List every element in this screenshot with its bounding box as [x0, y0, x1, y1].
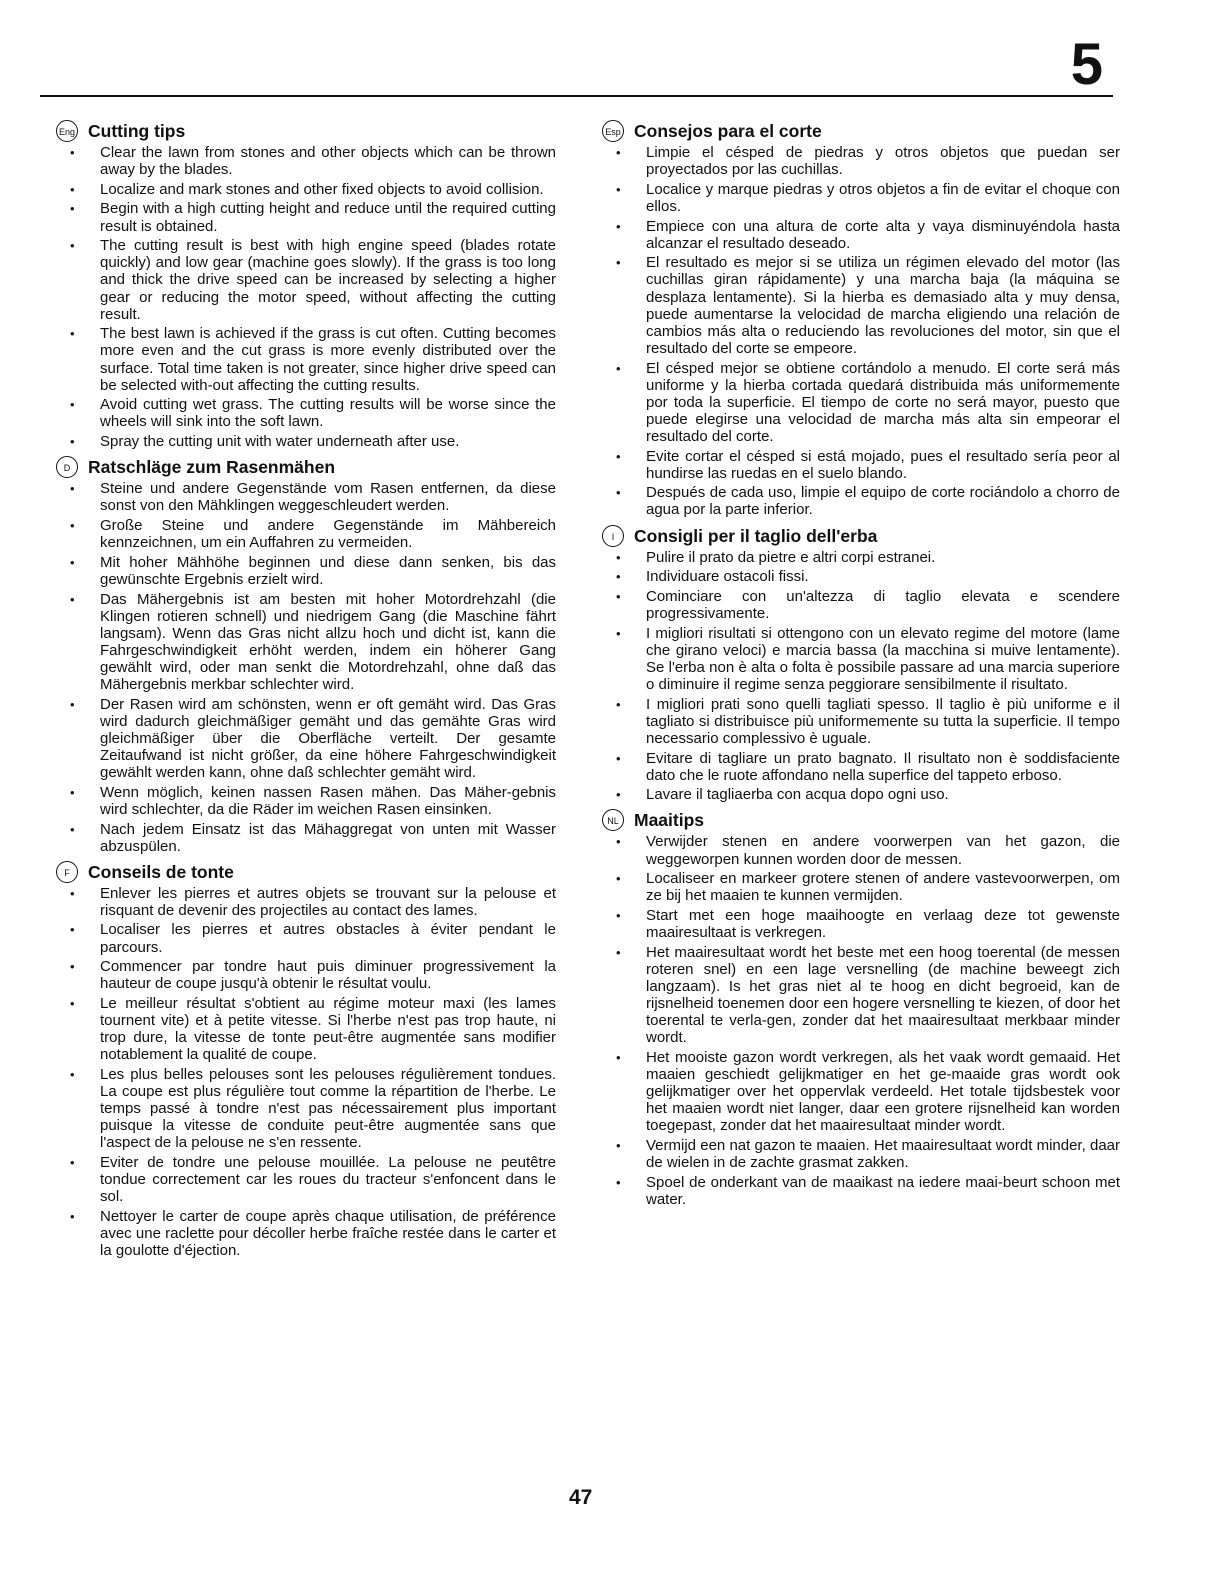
list-item: • Spoel de onderkant van de maaikast na iedere maai-beurt schoon met water. — [646, 1174, 1120, 1208]
list-item: • I migliori prati sono quelli tagliati spesso. Il taglio è più uniforme e il tagliato si distribuisce più uniformemente su tutta la superficie. Il tempo necessario complessivo è uguale. — [646, 696, 1120, 747]
tips-list — [602, 144, 1120, 519]
list-item: • Empiece con una altura de corte alta y vaya disminuyéndola hasta alcanzar el resultado deseado. — [646, 218, 1120, 252]
language-badge-icon: D — [56, 456, 78, 478]
tips-list — [602, 833, 1120, 1208]
chapter-number: 5 — [1070, 32, 1103, 97]
left-column — [56, 120, 556, 1265]
language-badge-icon: Eng — [56, 120, 78, 142]
list-item: • Individuare ostacoli fissi. — [646, 568, 1120, 585]
section-title: Conseils de tonte — [88, 861, 234, 882]
section-header — [56, 456, 556, 480]
list-item: • Avoid cutting wet grass. The cutting results will be worse since the wheels will sink into the soft lawn. — [100, 396, 556, 430]
tips-list — [56, 480, 556, 855]
list-item: • Limpie el césped de piedras y otros objetos que puedan ser proyectados por las cuchillas. — [646, 144, 1120, 178]
list-item: • Después de cada uso, limpie el equipo de corte rociándolo a chorro de agua por la parte inferior. — [646, 484, 1120, 518]
list-item: • Localice y marque piedras y otros objetos a fin de evitar el choque con ellos. — [646, 181, 1120, 215]
list-item: • Pulire il prato da pietre e altri corpi estranei. — [646, 549, 1120, 566]
list-item: • Localize and mark stones and other fixed objects to avoid collision. — [100, 181, 556, 198]
section-title: Ratschläge zum Rasenmähen — [88, 457, 336, 478]
list-item: • Vermijd een nat gazon te maaien. Het maairesultaat wordt minder, daar de wielen in de zachte grasmat zakken. — [646, 1137, 1120, 1171]
list-item: • Große Steine und andere Gegenstände im Mähbereich kennzeichnen, um ein Auffahren zu vermeiden. — [100, 517, 556, 551]
section-header — [602, 809, 1120, 833]
language-badge-icon: I — [602, 525, 624, 547]
list-item: • Evitare di tagliare un prato bagnato. Il risultato non è soddisfaciente dato che le ruote affondano nella superfice del tappeto erboso. — [646, 750, 1120, 784]
language-badge-icon: NL — [602, 809, 624, 831]
list-item: • Het mooiste gazon wordt verkregen, als het vaak wordt gemaaid. Het maaien geschiedt gelijkmatiger en het ge-maaide gras wordt ook gelijkmatiger over het oppervlak verdeeld. Het totale tijdsbestek voor het maaien wordt niet langer, daar een grotere rijsnelheid kan worden toegepast, zonder dat het maairesultaat minder wordt. — [646, 1049, 1120, 1134]
list-item: • Lavare il tagliaerba con acqua dopo ogni uso. — [646, 786, 1120, 803]
section-en — [56, 120, 556, 450]
section-de — [56, 456, 556, 855]
list-item: • Eviter de tondre une pelouse mouillée. La pelouse ne peutêtre tondue correctement car les roues du tracteur s'enfoncent dans le sol. — [100, 1154, 556, 1205]
list-item: • Localiser les pierres et autres obstacles à éviter pendant le parcours. — [100, 921, 556, 955]
list-item: • Het maairesultaat wordt het beste met een hoog toerental (de messen roteren snel) en een lage versnelling (de machine beweegt zich langzaam). Is het gras niet al te hoog en dicht begroeid, kan de rijsnelheid toenemen door een hogere versnelling te kiezen, of door het toerental te verla-gen, zonder dat het maairesultaat merkbaar minder wordt. — [646, 944, 1120, 1047]
list-item: • Spray the cutting unit with water underneath after use. — [100, 433, 556, 450]
list-item: • Enlever les pierres et autres objets se trouvant sur la pelouse et risquant de devenir des projectiles au contact des lames. — [100, 885, 556, 919]
list-item: • Das Mähergebnis ist am besten mit hoher Motordrehzahl (die Klingen rotieren schnell) und niedrigem Gang (die Maschine fährt langsam). Wenn das Gras nicht allzu hoch und dicht ist, kann die Fahrgeschwindigkeit erhöht werden, indem ein höherer Gang gewählt wird, oder man senkt die Motordrehzahl, ohne daß das Mähergebnis merkbar schlechter wird. — [100, 591, 556, 694]
list-item: • El resultado es mejor si se utiliza un régimen elevado del motor (las cuchillas giran rápidamente) y una marcha baja (la máquina se desplaza lentamente). Si la hierba es demasiado alta y muy densa, puede aumentarse la velocidad de marcha eligiendo una relación de cambios más alta o reduciendo las revoluciones del motor, sin que el resultado del corte se empeore. — [646, 254, 1120, 357]
section-title: Maaitips — [634, 810, 705, 831]
list-item: • Nach jedem Einsatz ist das Mähaggregat von unten mit Wasser abzuspülen. — [100, 821, 556, 855]
section-it — [602, 525, 1120, 804]
list-item: • Start met een hoge maaihoogte en verlaag deze tot gewenste maairesultaat is verkregen. — [646, 907, 1120, 941]
language-badge-icon: Esp — [602, 120, 624, 142]
list-item: • I migliori risultati si ottengono con un elevato regime del motore (lame che girano veloci) e marcia bassa (la macchina si muive lentamente). Se l'erba non è alta o folta è possibile passare ad una marcia superiore o diminuire il regime senza peggiorare sensibilmente il risultato. — [646, 625, 1120, 693]
section-fr — [56, 861, 556, 1260]
list-item: • Clear the lawn from stones and other objects which can be thrown away by the blades. — [100, 144, 556, 178]
list-item: • Begin with a high cutting height and reduce until the required cutting result is obtained. — [100, 200, 556, 234]
list-item: • Commencer par tondre haut puis diminuer progressivement la hauteur de coupe jusqu'à obtenir le résultat voulu. — [100, 958, 556, 992]
list-item: • Cominciare con un'altezza di taglio elevata e scendere progressivamente. — [646, 588, 1120, 622]
list-item: • Wenn möglich, keinen nassen Rasen mähen. Das Mäher-gebnis wird schlechter, da die Räder im weichen Rasen einsinken. — [100, 784, 556, 818]
section-header — [602, 525, 1120, 549]
list-item: • Verwijder stenen en andere voorwerpen van het gazon, die weggeworpen kunnen worden door de messen. — [646, 833, 1120, 867]
list-item: • Der Rasen wird am schönsten, wenn er oft gemäht wird. Das Gras wird dadurch gleichmäßiger gemäht und das gemähte Gras wird gleichmäßiger über die Oberfläche verteilt. Der gesamte Zeitaufwand ist nicht größer, da eine höhere Fahrgeschwindigkeit gewählt werden kann, ohne daß schlechter gemäht wird. — [100, 696, 556, 781]
section-nl — [602, 809, 1120, 1208]
right-column — [602, 120, 1120, 1214]
list-item: • Le meilleur résultat s'obtient au régime moteur maxi (les lames tournent vite) et à petite vitesse. Si l'herbe n'est pas trop haute, ni trop dure, la vitesse de tonte peut-être augmentée sans modifier notablement la qualité de coupe. — [100, 995, 556, 1063]
section-title: Cutting tips — [88, 121, 186, 141]
section-title: Consejos para el corte — [634, 121, 822, 141]
header-rule — [40, 95, 1113, 97]
list-item: • Les plus belles pelouses sont les pelouses régulièrement tondues. La coupe est plus régulière tout comme la répartition de l'herbe. Le temps passé à tondre n'est pas nécessairement plus important puisque la vitesse de conduite peut-être augmentée sans que l'aspect de la pelouse ne s'en ressente. — [100, 1066, 556, 1151]
tips-list — [56, 144, 556, 450]
list-item: • Localiseer en markeer grotere stenen of andere vastevoorwerpen, om ze bij het maaien te kunnen vermijden. — [646, 870, 1120, 904]
section-es — [602, 120, 1120, 519]
language-badge-icon: F — [56, 861, 78, 883]
list-item: • The cutting result is best with high engine speed (blades rotate quickly) and low gear (machine goes slowly). If the grass is too long and thick the drive speed can be increased by selecting a higher gear or reducing the motor speed, without affecting the cutting result. — [100, 237, 556, 322]
list-item: • Mit hoher Mähhöhe beginnen und diese dann senken, bis das gewünschte Ergebnis erzielt wird. — [100, 554, 556, 588]
list-item: • Nettoyer le carter de coupe après chaque utilisation, de préférence avec une raclette pour décoller herbe fraîche restée dans le carter et la goulotte d'éjection. — [100, 1208, 556, 1259]
list-item: • The best lawn is achieved if the grass is cut often. Cutting becomes more even and the cut grass is more evenly distributed over the surface. Total time taken is not greater, since higher drive speed can be selected with-out affecting the cutting results. — [100, 325, 556, 393]
section-header — [56, 120, 556, 144]
section-header — [602, 120, 1120, 144]
page-number: 47 — [569, 1486, 593, 1509]
section-title: Consigli per il taglio dell'erba — [634, 525, 878, 546]
list-item: • Steine und andere Gegenstände vom Rasen entfernen, da diese sonst von den Mähklingen weggeschleudert werden. — [100, 480, 556, 514]
section-header — [56, 861, 556, 885]
tips-list — [56, 885, 556, 1260]
list-item: • El césped mejor se obtiene cortándolo a menudo. El corte será más uniforme y la hierba cortada quedará distribuida más uniformemente por toda la superficie. El tiempo de corte no será mayor, puesto que puede elegirse una velocidad de marcha más alta sin empeorar el resultado del corte. — [646, 360, 1120, 445]
tips-list — [602, 549, 1120, 804]
list-item: • Evite cortar el césped si está mojado, pues el resultado sería peor al hundirse las ruedas en el suelo blando. — [646, 448, 1120, 482]
